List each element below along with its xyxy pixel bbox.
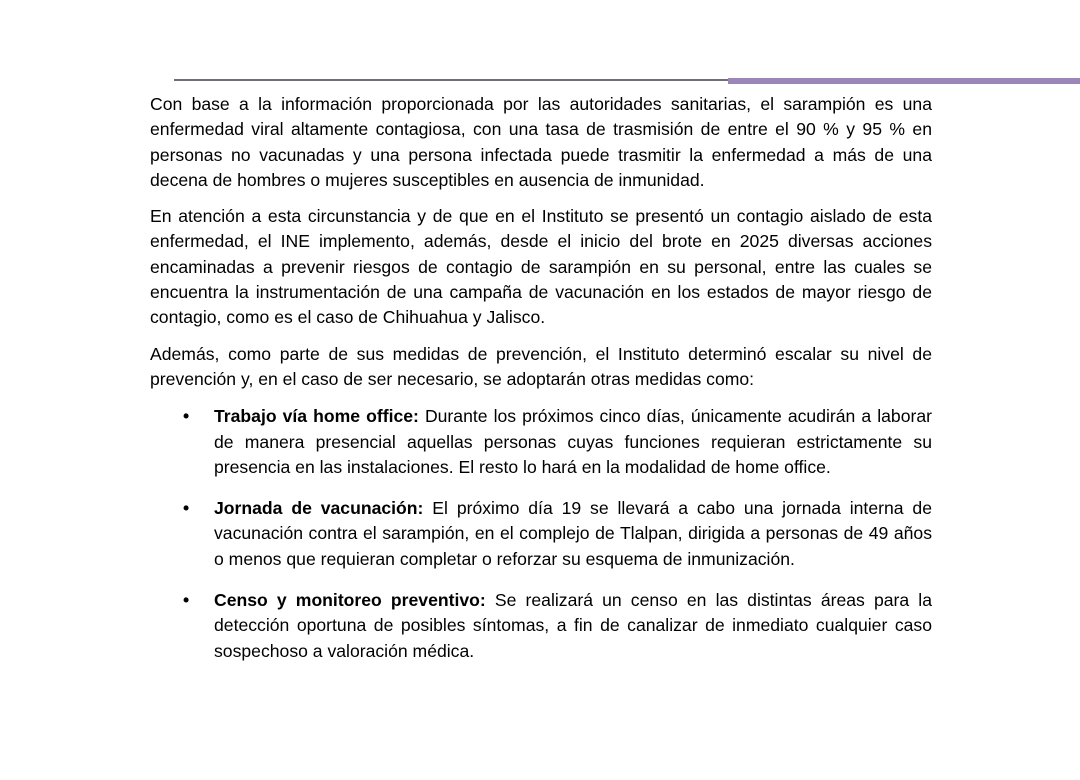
list-item-text: Se realizará un censo en las distintas áreas para la detección oportuna de posibles síntomas, a fin de canalizar de inmediato cualquier caso sospechoso a valoración médica. [214,590,932,661]
bullet-icon: • [183,590,190,611]
header-accent-bar [728,78,1080,84]
bullet-icon: • [183,406,190,427]
bullet-icon: • [183,498,190,519]
measures-list [150,404,932,664]
list-item-text: Durante los próximos cinco días, únicamente acudirán a laborar de manera presencial aquellas personas cuyas funciones requieran estrictamente su presencia en las instalaciones. El resto lo hará en la modalidad de home office. [214,406,932,477]
list-item-title: Censo y monitoreo preventivo: [214,590,486,611]
document-body [150,92,932,680]
list-item-title: Jornada de vacunación: [214,498,424,519]
list-item-home-office [150,404,932,480]
paragraph-2: En atención a esta circunstancia y de que en el Instituto se presentó un contagio aislado de esta enfermedad, el INE implemento, además, desde el inicio del brote en 2025 diversas acciones encaminadas a prevenir riesgos de contagio de sarampión en su personal, entre las cuales se encuentra la instrumentación de una campaña de vacunación en los estados de mayor riesgo de contagio, como es el caso de Chihuahua y Jalisco. [150,206,932,328]
list-item-title: Trabajo vía home office: [214,406,419,427]
list-item-vaccination [150,496,932,572]
list-item-census [150,588,932,664]
list-item-text: El próximo día 19 se llevará a cabo una jornada interna de vacunación contra el sarampión, en el complejo de Tlalpan, dirigida a personas de 49 años o menos que requieran completar o reforzar su esquema de inmunización. [214,498,932,569]
paragraph-1: Con base a la información proporcionada por las autoridades sanitarias, el sarampión es una enfermedad viral altamente contagiosa, con una tasa de trasmisión de entre el 90 % y 95 % en personas no vacunadas y una persona infectada puede trasmitir la enfermedad a más de una decena de hombres o mujeres susceptibles en ausencia de inmunidad. [150,94,932,190]
paragraph-3: Además, como parte de sus medidas de prevención, el Instituto determinó escalar su nivel de prevención y, en el caso de ser necesario, se adoptarán otras medidas como: [150,343,932,389]
